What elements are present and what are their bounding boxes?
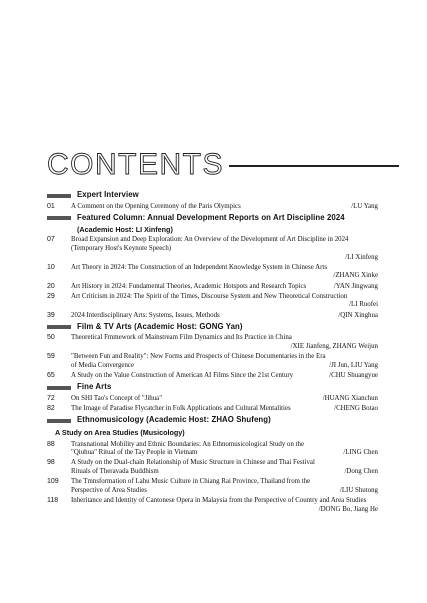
section-heading [47, 382, 378, 393]
toc-entry[interactable] [47, 497, 378, 514]
entry-page: 59 [47, 353, 55, 361]
contents-header [47, 148, 397, 182]
toc-entry[interactable] [47, 353, 378, 370]
section-title: Ethnomusicology (Academic Host: ZHAO Shufeng) [77, 415, 271, 425]
entry-page: 07 [47, 236, 55, 244]
entry-title: Art History in 2024: Fundamental Theories, Academic Hotspots and Research Topics [71, 282, 307, 290]
section-bar [47, 194, 71, 198]
section-heading [47, 322, 378, 333]
section-heading [47, 415, 378, 426]
section-host: (Academic Host: LI Xinfeng) [77, 224, 173, 234]
toc-entry[interactable] [47, 312, 378, 321]
toc-entry[interactable] [47, 236, 378, 262]
entry-title: A Study on the Dual-chain Relationship of Music Structure in Chinese and Thai Festival Rituals of Theravada Buddhism [71, 459, 315, 475]
entry-page: 88 [47, 440, 55, 448]
entry-author: /LI Xinfeng [71, 254, 378, 263]
entry-page: 50 [47, 334, 55, 342]
entry-title: Theoretical Fmmework of Mainstream Film Dynamics and Its Practice in China [71, 334, 292, 342]
entry-author: /XIE Jianfeng, ZHANG Weijun [71, 343, 378, 352]
toc-entry[interactable] [47, 264, 378, 281]
entry-page: 118 [47, 496, 59, 504]
toc-entry[interactable] [47, 459, 378, 476]
toc-entry[interactable] [47, 203, 378, 212]
toc-entry[interactable] [47, 395, 378, 404]
section-title: Featured Column: Annual Development Reports on Art Discipline 2024 [77, 212, 345, 222]
entry-page: 65 [47, 371, 55, 379]
entry-title: "Between Fun and Reality": New Forms and Prospects of Chinese Documentaries in the Era of Media Convergence [71, 353, 326, 369]
entry-title: Inheritance and Identity of Cantonese Opera in Malaysia from the Perspective of Country and Area Studies [71, 496, 367, 504]
section-heading [47, 190, 378, 201]
entry-title: The Image of Paradise Flycatcher in Folk Applications and Cultural Mentalities [71, 404, 291, 412]
entry-author: /QIN Xinghua [335, 312, 378, 321]
entry-author: /Dong Chen [342, 468, 379, 477]
section-bar [47, 386, 71, 390]
entry-author: /LI Ruofei [71, 301, 378, 310]
entry-page: 109 [47, 478, 59, 486]
section-bar [47, 419, 71, 423]
entry-author: /LING Chen [340, 449, 378, 458]
section-title: Fine Arts [77, 382, 112, 392]
entry-page: 10 [47, 263, 55, 271]
entry-page: 29 [47, 292, 55, 300]
entry-title: Broad Expansion and Deep Exploration: An Overview of the Development of Art Discipline in 2024 (Temporary Host's Keynote Speech) [71, 236, 349, 252]
section-title: Expert Interview [77, 190, 139, 200]
entry-title: Transnational Mobility and Ethnic Boundaries: An Ethnomusicological Study on the "Qiuhua" Ritual of the Tay People in Vietnam [71, 440, 305, 457]
toc-entry[interactable] [47, 372, 378, 381]
entry-title: A Comment on the Opening Ceremony of the Paris Olympics [71, 202, 241, 210]
contents-title: CONTENTS [47, 148, 224, 181]
toc-entry[interactable] [47, 283, 378, 292]
entry-author: /DONG Bo, Jiang He [71, 506, 378, 515]
toc-entry[interactable] [47, 478, 378, 495]
entry-title: Art Theory in 2024: The Construction of an Independent Knowledge System in Chinese Arts [71, 263, 327, 271]
table-of-contents [47, 189, 378, 516]
entry-author: /CHU Shuangyue [326, 372, 378, 381]
entry-author: /CHENG Botao [331, 405, 378, 414]
section-title: Film & TV Arts (Academic Host: GONG Yan) [77, 321, 243, 331]
entry-author: /JI Jun, LIU Yang [326, 362, 378, 371]
entry-title: On SHI Tao's Concept of "Jihua" [71, 394, 163, 402]
entry-author: /ZHANG Xinke [71, 272, 378, 281]
entry-author: /LIU Shutong [337, 487, 378, 496]
toc-entry[interactable] [47, 405, 378, 414]
section-subtitle: A Study on Area Studies (Musicology) [55, 428, 185, 437]
entry-page: 82 [47, 404, 55, 412]
toc-entry[interactable] [47, 293, 378, 310]
entry-author: /HUANG Xianchun [320, 395, 378, 404]
entry-author: /LU Yang [348, 203, 378, 212]
entry-title: The Tmnsformation of Lahu Music Culture in Chiang Rai Province, Thailand from the Perspective of Area Studies [71, 478, 311, 494]
section-bar [47, 325, 71, 329]
entry-page: 01 [47, 202, 55, 210]
entry-title: A Study on the Value Construction of American AI Films Since the 21st Century [71, 371, 294, 379]
section-bar [47, 216, 71, 220]
entry-title: 2024 Interdisciplinary Arts: Systems, Issues, Methods [71, 311, 220, 319]
entry-page: 98 [47, 459, 55, 467]
toc-entry[interactable] [47, 334, 378, 351]
entry-author: /YAN Jingwang [331, 283, 378, 292]
entry-title: Art Criticism in 2024: The Spirit of the Times, Discourse System and New Theoretical Construction [71, 292, 348, 300]
entry-page: 72 [47, 394, 55, 402]
entry-page: 20 [47, 282, 55, 290]
section-heading [47, 213, 378, 224]
toc-entry[interactable] [47, 441, 378, 458]
header-rule [229, 165, 399, 167]
entry-page: 39 [47, 311, 55, 319]
